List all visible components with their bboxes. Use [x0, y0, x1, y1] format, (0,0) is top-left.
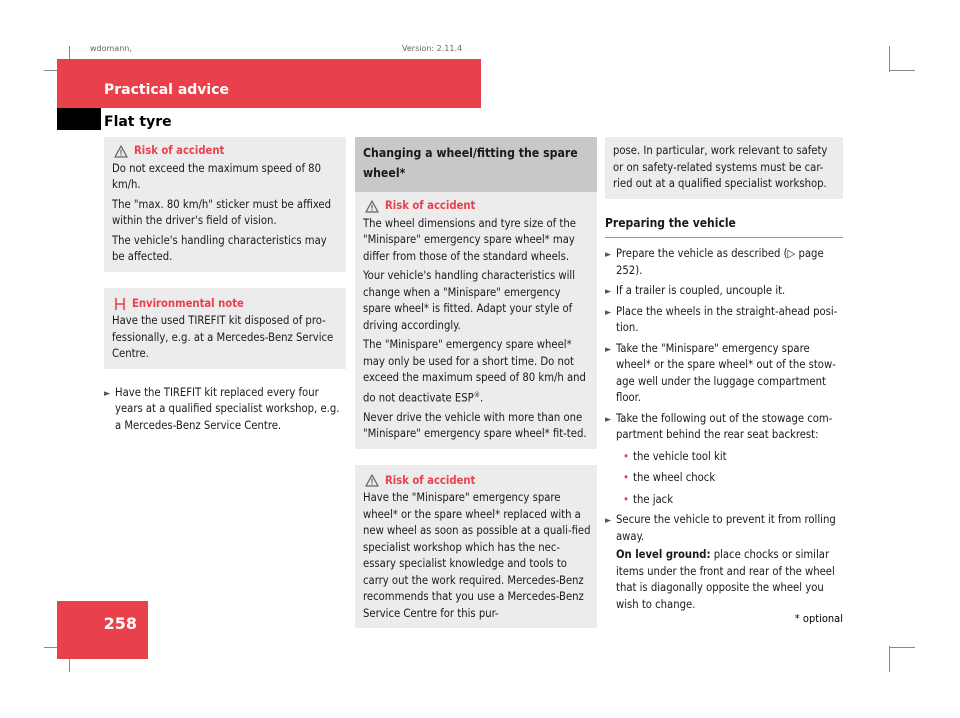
bullet-icon: • — [623, 492, 629, 506]
warning-triangle-icon — [114, 145, 128, 158]
warning-triangle-icon — [365, 200, 379, 213]
warning-title: Risk of accident — [134, 144, 225, 157]
bullet-icon: • — [623, 471, 629, 484]
page-number: 258 — [103, 614, 137, 633]
step-text: Have the TIREFIT kit replaced every four years at a qualified specialist workshop, e.g. a Mercedes-Benz Service Centre. — [115, 385, 340, 432]
crop-mark — [889, 46, 890, 72]
warning-text: The wheel dimensions and tyre size of the "Minispare" emergency spare wheel* may differ from those of the standard wheels. — [363, 216, 576, 263]
list-item — [605, 470, 843, 487]
warning-title: Risk of accident — [385, 473, 476, 487]
step-text: Prepare the vehicle as described (▷ page 252). — [616, 247, 824, 277]
environment-leaf-icon — [114, 297, 126, 311]
column-1 — [104, 137, 346, 434]
header-black-tab — [57, 108, 101, 130]
step-item — [605, 411, 843, 444]
arrow-icon: ► — [605, 307, 612, 318]
step-text: Take the following out of the stowage com-partment behind the rear seat backrest: — [616, 411, 833, 441]
bullet-icon: • — [623, 449, 629, 463]
list-item-text: the jack — [633, 492, 674, 506]
list-item-text: the vehicle tool kit — [633, 449, 727, 463]
column-2 — [355, 137, 597, 628]
arrow-icon: ► — [605, 287, 612, 297]
environment-note-text: Have the used TIREFIT kit disposed of pro-fessionally, e.g. at a Mercedes-Benz Service Centre. — [112, 314, 334, 360]
warning-text: The "Minispare" emergency spare wheel* may only be used for a short time. Do not exceed the maximum speed of 80 km/h and do not deactivate ESP®. — [363, 338, 586, 405]
warning-box-continued — [605, 137, 843, 199]
warning-box — [355, 192, 597, 449]
level-ground-text: place chocks or similar items under the front and rear of the wheel that is diagonally opposite the wheel you wish to change. — [616, 548, 835, 611]
warning-text: Do not exceed the maximum speed of 80 km/h. — [112, 161, 321, 191]
step-item — [605, 246, 843, 279]
arrow-icon: ► — [104, 388, 111, 399]
step-item — [605, 304, 843, 337]
footnote: * optional — [794, 612, 843, 625]
arrow-icon: ► — [605, 516, 612, 526]
warning-box — [355, 465, 597, 629]
warning-heading — [114, 143, 340, 160]
crop-mark — [889, 647, 915, 648]
warning-text: Never drive the vehicle with more than one "Minispare" emergency spare wheel* fit-ted. — [363, 410, 587, 441]
environment-note-title: Environmental note — [132, 296, 244, 310]
crop-mark — [889, 70, 915, 71]
list-item-text: the wheel chock — [633, 471, 716, 484]
slug-right: Version: 2.11.4 — [402, 44, 463, 53]
arrow-icon: ► — [605, 344, 612, 355]
slug-left: wdomann, — [90, 44, 132, 53]
page-subtitle: Flat tyre — [104, 114, 172, 130]
warning-text: Your vehicle's handling characteristics will change when a "Minispare" emergency spare wheel* is fitted. Adapt your style of driving accordingly. — [363, 269, 576, 332]
warning-heading — [365, 198, 591, 215]
crop-mark — [889, 646, 890, 672]
list-item — [605, 492, 843, 509]
warning-box — [104, 137, 346, 272]
environment-note-heading — [114, 296, 340, 313]
level-ground-label: On level ground: — [616, 548, 711, 561]
warning-text: Have the "Minispare" emergency spare wheel* or the spare wheel* replaced with a new wheel as soon as possible at a quali-fied specialist workshop which has the nec-essary specialist knowledge and tools to carry out the work required. Mercedes-Benz recommends that you use a Mercedes-Benz Service Centre for this pur- — [363, 491, 591, 620]
step-item — [605, 283, 843, 300]
level-ground-note — [605, 547, 843, 613]
step-item — [605, 512, 843, 545]
step-text: Place the wheels in the straight-ahead posi-tion. — [616, 304, 838, 334]
subheading: Preparing the vehicle — [605, 215, 843, 239]
warning-title: Risk of accident — [385, 199, 476, 212]
step-text: Secure the vehicle to prevent it from rolling away. — [616, 513, 836, 543]
warning-triangle-icon — [365, 474, 379, 487]
warning-text: pose. In particular, work relevant to safety or on safety-related systems must be car-ried out at a qualified specialist workshop. — [613, 144, 828, 190]
arrow-icon: ► — [605, 250, 612, 260]
column-3 — [605, 137, 843, 613]
step-text: If a trailer is coupled, uncouple it. — [616, 284, 786, 297]
environment-note-box — [104, 288, 346, 369]
section-heading: Changing a wheel/fitting the spare wheel* — [355, 137, 597, 192]
warning-text: The vehicle's handling characteristics may be affected. — [112, 233, 327, 263]
warning-text: The "max. 80 km/h" sticker must be affixed within the driver's field of vision. — [112, 197, 332, 227]
warning-heading — [365, 473, 591, 490]
step-item — [605, 341, 843, 407]
list-item — [605, 449, 843, 466]
section-title: Practical advice — [104, 82, 230, 98]
step-text: Take the "Minispare" emergency spare wheel* or the spare wheel* out of the stow-age well under the luggage compartment floor. — [616, 341, 836, 404]
step-item — [104, 385, 346, 435]
arrow-icon: ► — [605, 414, 612, 425]
